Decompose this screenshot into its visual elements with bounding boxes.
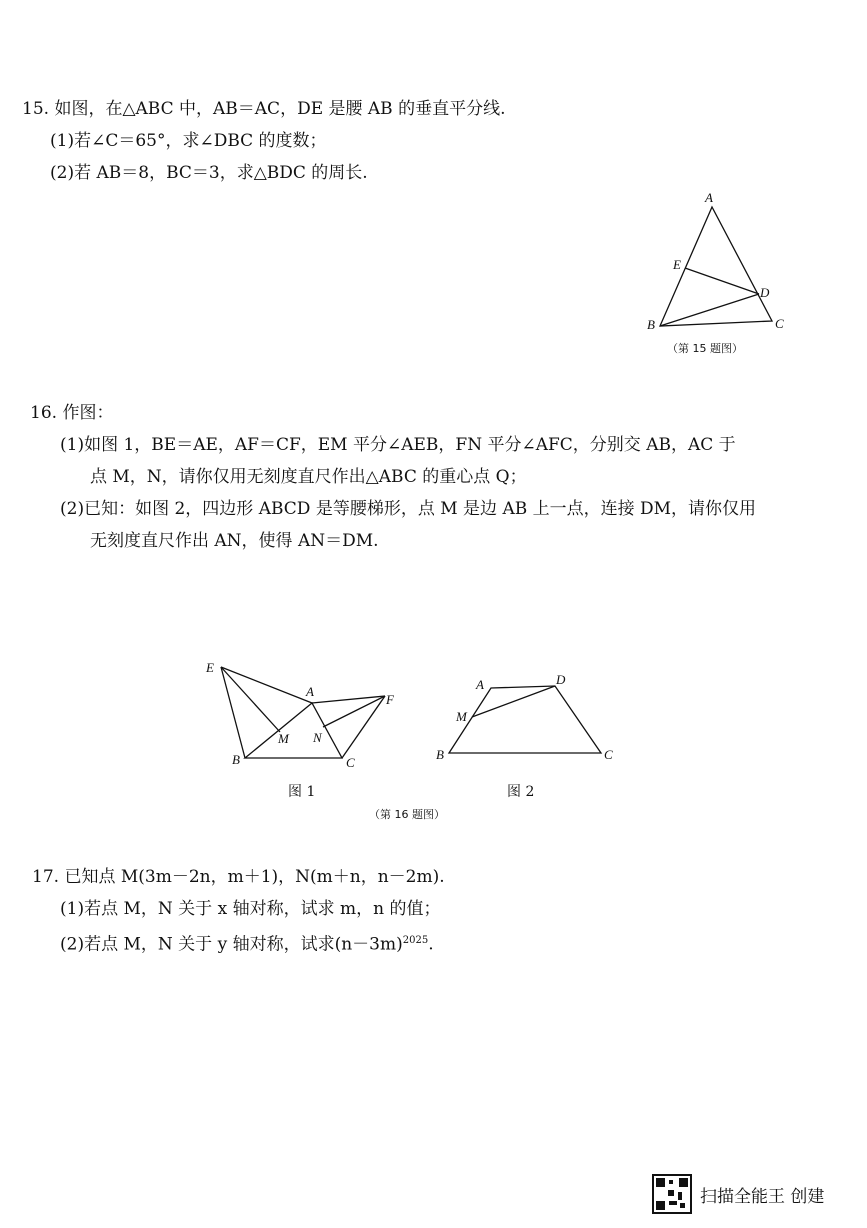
q16-figure2 xyxy=(430,665,620,770)
q17-part2-exponent: 2025 xyxy=(402,935,429,946)
segment-bd xyxy=(660,294,759,326)
q15-figure xyxy=(640,185,800,340)
trapezoid-abcd xyxy=(449,686,601,753)
q15-label-a: A xyxy=(705,190,713,205)
q16-figure2-title: 图 2 xyxy=(507,784,535,800)
q17-part2 xyxy=(60,930,434,956)
fig1-label-m: M xyxy=(278,731,289,746)
fig2-label-c: C xyxy=(604,747,613,762)
fig2-label-b: B xyxy=(436,747,444,762)
q17-part2-suffix: . xyxy=(428,934,434,955)
q15-figure-caption: （第 15 题图） xyxy=(667,342,743,355)
fig1-label-e: E xyxy=(206,660,214,675)
q16-stem: 16. 作图： xyxy=(30,403,114,423)
fig2-label-a: A xyxy=(476,677,484,692)
segment-ed xyxy=(685,268,759,294)
q16-figure1-title: 图 1 xyxy=(288,784,316,800)
fig1-label-a: A xyxy=(306,684,314,699)
segment-fc xyxy=(342,696,385,758)
q15-stem: 15. 如图，在△ABC 中，AB＝AC，DE 是腰 AB 的垂直平分线. xyxy=(22,99,506,119)
q15-label-e: E xyxy=(673,257,681,272)
q17-part2-prefix: (2)若点 M，N 关于 y 轴对称，试求(n－3m) xyxy=(60,934,403,955)
segment-dm xyxy=(472,686,555,717)
q15-label-b: B xyxy=(647,317,655,332)
qr-code-icon xyxy=(652,1174,692,1214)
q15-part2: (2)若 AB＝8，BC＝3，求△BDC 的周长. xyxy=(50,163,368,183)
fig1-label-n: N xyxy=(313,730,322,745)
q17-stem: 17. 已知点 M(3m－2n，m＋1)，N(m＋n，n－2m). xyxy=(32,867,445,887)
q16-part1-line2: 点 M，N，请你仅用无刻度直尺作出△ABC 的重心点 Q； xyxy=(90,467,527,487)
fig1-label-c: C xyxy=(346,755,355,770)
segment-ea xyxy=(221,667,312,703)
q16-part2-line2: 无刻度直尺作出 AN，使得 AN＝DM. xyxy=(90,531,379,551)
q15-label-c: C xyxy=(775,316,784,331)
q17-part1: (1)若点 M，N 关于 x 轴对称，试求 m，n 的值； xyxy=(60,899,441,919)
q16-figure-caption: （第 16 题图） xyxy=(369,808,445,821)
q16-part2-line1: (2)已知：如图 2，四边形 ABCD 是等腰梯形，点 M 是边 AB 上一点，连接 DM，请你仅用 xyxy=(60,499,757,519)
scanner-watermark xyxy=(652,1174,824,1214)
fig1-label-f: F xyxy=(386,692,394,707)
q15-label-d: D xyxy=(760,285,770,300)
q16-figure1 xyxy=(200,655,410,775)
triangle-abc xyxy=(245,703,342,758)
scanner-brand-text: 扫描全能王 创建 xyxy=(700,1186,825,1207)
fig2-label-d: D xyxy=(556,672,566,687)
q15-part1: (1)若∠C＝65°，求∠DBC 的度数； xyxy=(50,131,327,151)
q16-part1-line1: (1)如图 1，BE＝AE，AF＝CF，EM 平分∠AEB，FN 平分∠AFC，分别交 AB，AC 于 xyxy=(60,435,736,455)
fig1-label-b: B xyxy=(232,752,240,767)
fig2-label-m: M xyxy=(456,709,467,724)
